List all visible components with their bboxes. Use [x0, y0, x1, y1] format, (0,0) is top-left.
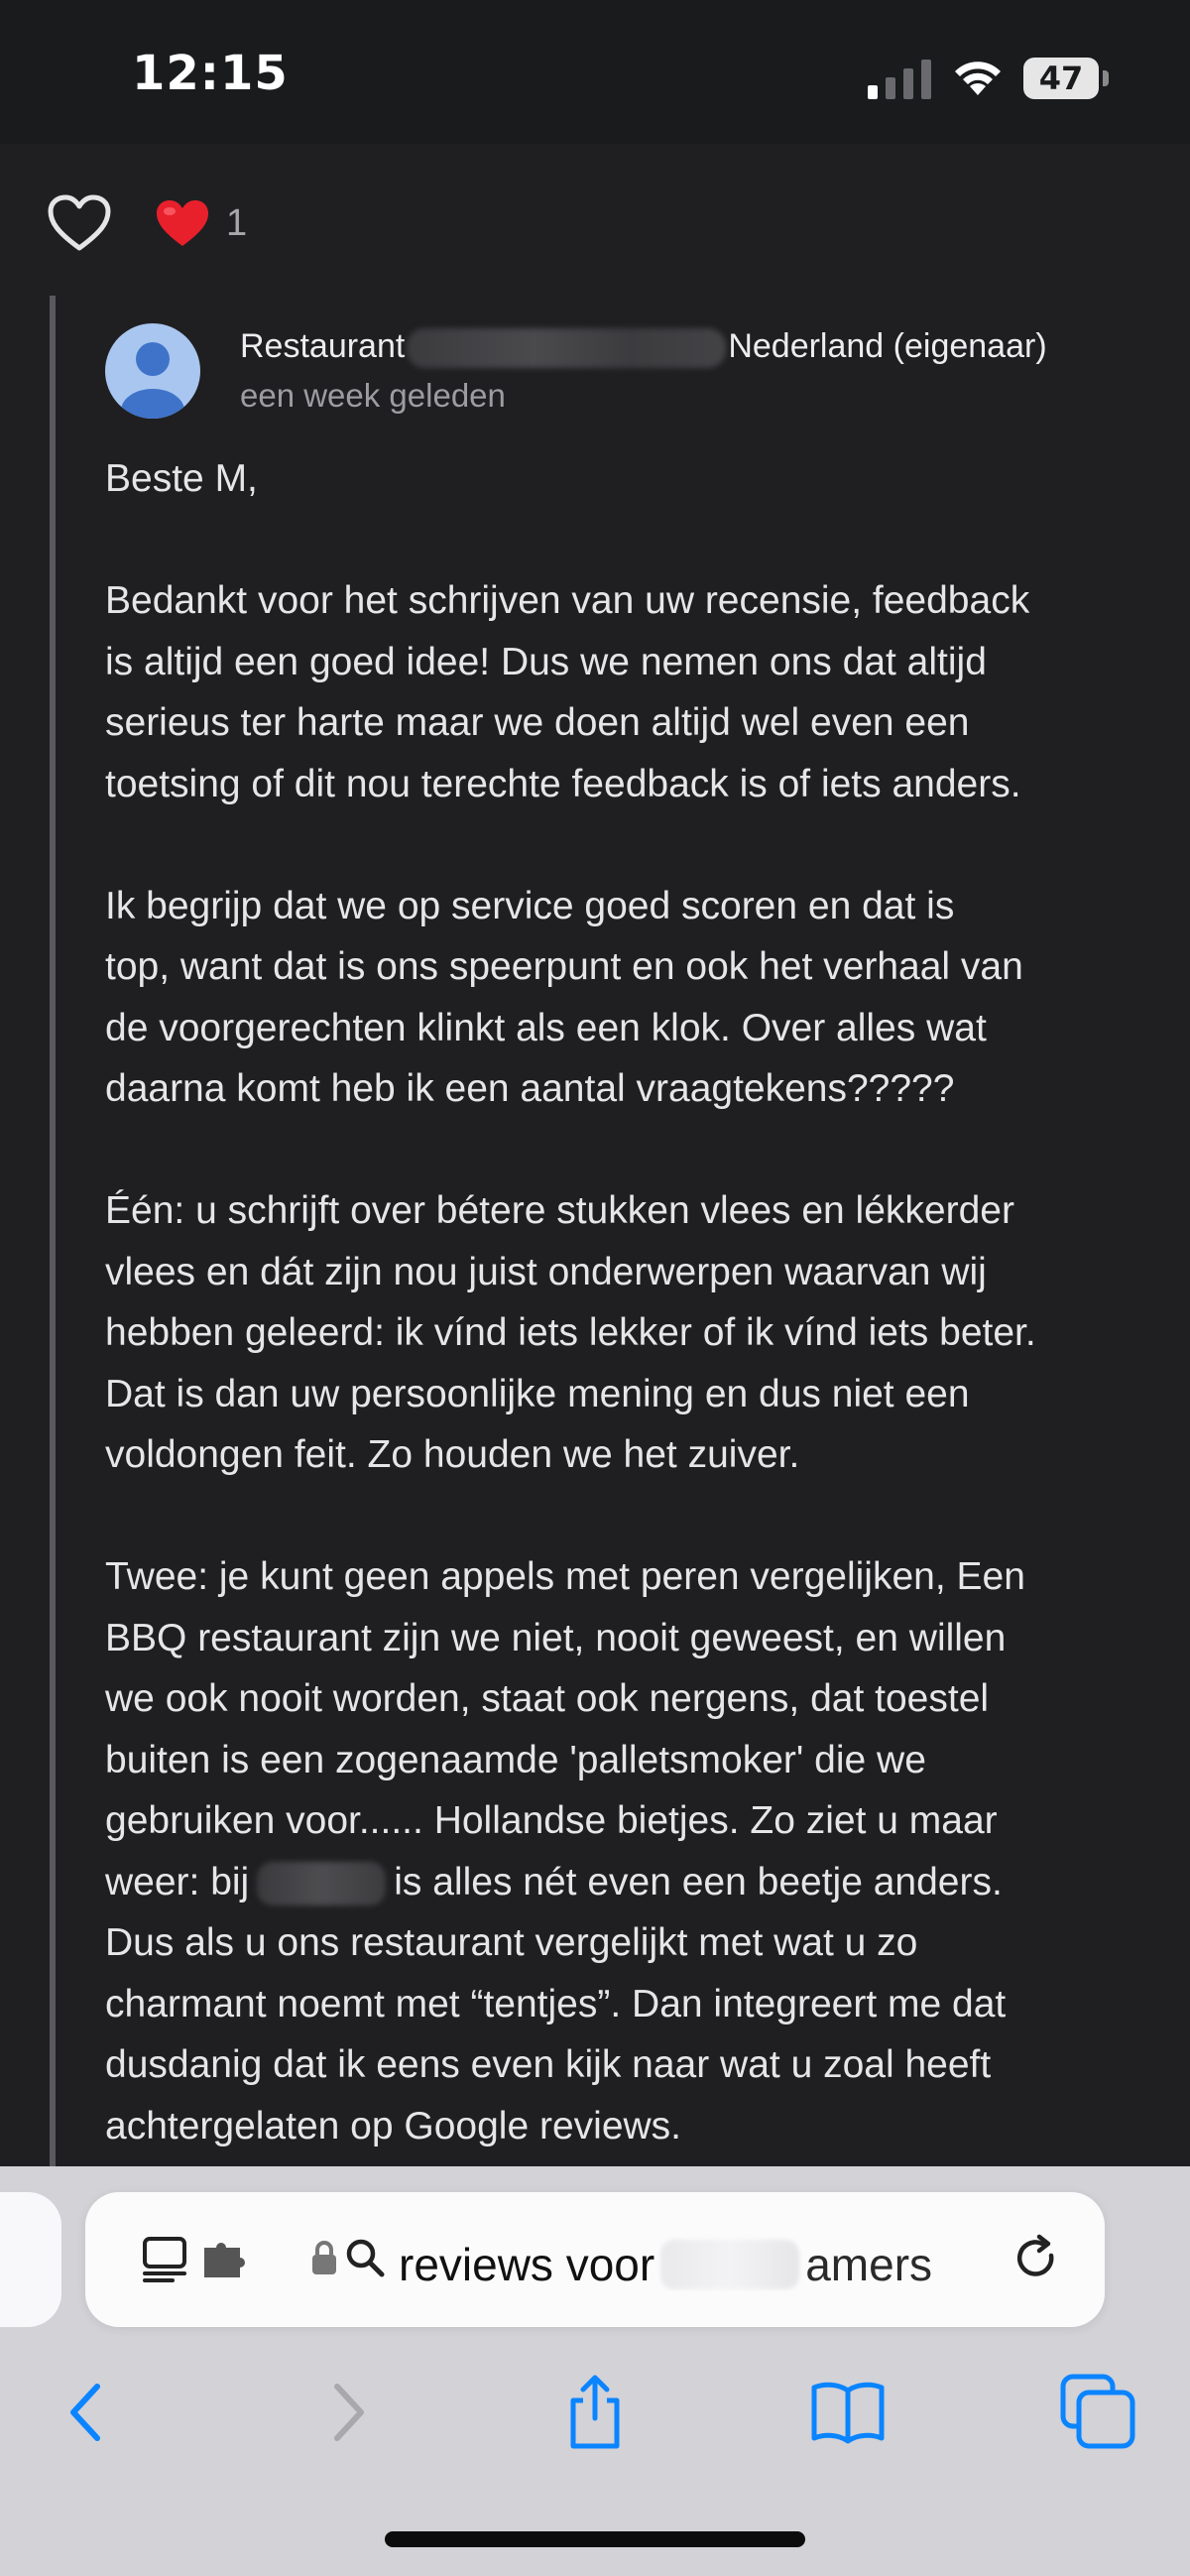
url-text-start: reviews voor — [399, 2238, 655, 2290]
battery-level: 47 — [1023, 58, 1099, 99]
battery-indicator — [1023, 58, 1113, 101]
cellular-signal-icon — [868, 60, 931, 99]
lock-icon — [311, 2240, 337, 2275]
reply-timestamp: een week geleden — [240, 377, 506, 414]
redacted-text-blur — [257, 1862, 386, 1905]
status-bar — [0, 0, 1190, 144]
reply-body — [105, 448, 1156, 2218]
url-text[interactable] — [399, 2234, 1073, 2291]
avatar[interactable] — [105, 323, 200, 419]
chevron-left-icon[interactable] — [50, 2373, 129, 2452]
paragraph-4-end: is alles nét even een beetje anders. Dus als u ons restaurant vergelijkt met wat u zo charmant noemt met “tentjes”. Dan integreert me dat dusdanig dat ik eens even kijk naar wat u zoal heeft achtergelaten op Google reviews. — [105, 1860, 1007, 2147]
reply-paragraph-4 — [105, 1546, 1156, 2156]
reply-paragraph-1: Bedankt voor het schrijven van uw recensie, feedback is altijd een goed idee! Dus we nemen ons dat altijd serieus ter harte maar we doen altijd wel even een toetsing of dit nou terechte feedback is of iets anders. — [105, 579, 1030, 805]
status-time: 12:15 — [132, 46, 289, 101]
reload-icon[interactable] — [1012, 2234, 1063, 2285]
reaction-count: 1 — [226, 202, 248, 244]
book-icon[interactable] — [808, 2373, 888, 2452]
redacted-name-blur — [407, 328, 726, 368]
red-heart-icon[interactable] — [155, 198, 210, 248]
thread-indent-line — [50, 296, 56, 2175]
battery-tip — [1103, 70, 1109, 86]
search-icon — [345, 2238, 385, 2277]
home-indicator[interactable] — [385, 2531, 805, 2547]
browser-bottom-bar — [0, 2166, 1190, 2576]
reply-greeting: Beste M, — [105, 457, 258, 500]
author-name-start: Restaurant — [240, 327, 406, 365]
heart-outline-icon[interactable] — [48, 194, 111, 252]
address-bar[interactable] — [85, 2192, 1105, 2327]
wifi-icon — [952, 56, 1004, 97]
reader-mode-icon[interactable] — [141, 2236, 190, 2283]
reply-author[interactable] — [240, 327, 1047, 368]
reply-paragraph-2: Ik begrijp dat we op service goed scoren en dat is top, want dat is ons speerpunt en ook het verhaal van de voorgerechten klinkt als een klok. Over alles wat daarna komt heb ik een aantal vraagtekens????? — [105, 884, 1023, 1110]
browser-toolbar — [0, 2361, 1190, 2480]
chevron-right-icon[interactable] — [307, 2373, 387, 2452]
redacted-url-blur — [660, 2240, 799, 2289]
previous-tab-preview[interactable] — [0, 2192, 61, 2327]
tabs-icon[interactable] — [1059, 2373, 1138, 2452]
author-name-end: Nederland (eigenaar) — [728, 327, 1047, 365]
paragraph-4-start: Twee: je kunt geen appels met peren vergelijken, Een BBQ restaurant zijn we niet, nooit geweest, en willen we ook nooit worden, staat ook nergens, dat toestel buiten is een zogenaamde 'palletsmoker' die we gebruiken voor...... Hollandse bietjes. Zo ziet u maar weer: bij — [105, 1555, 1025, 1903]
reply-paragraph-3: Één: u schrijft over bétere stukken vlees en lékkerder vlees en dát zijn nou juist onderwerpen waarvan wij hebben geleerd: ik vínd iets lekker of ik vínd iets beter. Dat is dan uw persoonlijke mening en dus niet een voldongen feit. Zo houden we het zuiver. — [105, 1189, 1036, 1476]
extension-icon[interactable] — [202, 2240, 246, 2279]
share-icon[interactable] — [555, 2373, 635, 2452]
url-text-end: amers — [805, 2238, 933, 2290]
person-icon — [105, 323, 200, 419]
